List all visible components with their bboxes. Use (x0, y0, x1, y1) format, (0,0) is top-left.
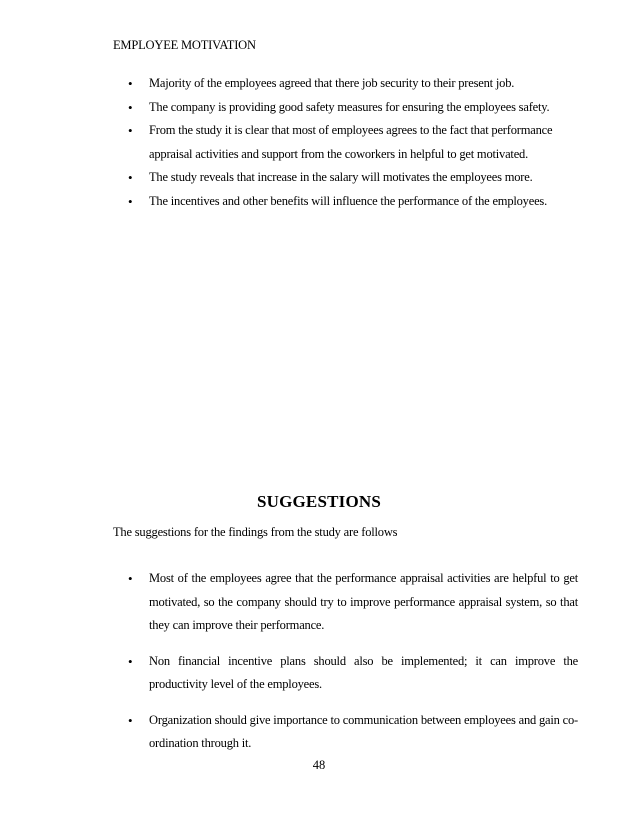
finding-text: The study reveals that increase in the salary will motivates the employees more. (149, 170, 533, 184)
suggestion-text: Most of the employees agree that the performance appraisal activities are helpful to get motivated, so the company should try to improve performance appraisal system, so that they can improve their performance. (149, 571, 578, 632)
finding-text: From the study it is clear that most of employees agrees to the fact that performance appraisal activities and support from the coworkers in helpful to get motivated. (149, 123, 553, 161)
bullet-icon: • (128, 653, 133, 669)
finding-item (0, 72, 638, 96)
suggestion-item (0, 709, 638, 756)
suggestion-item (0, 650, 638, 697)
finding-item (0, 190, 638, 214)
findings-list (0, 72, 638, 213)
finding-text: Majority of the employees agreed that there job security to their present job. (149, 76, 515, 90)
running-header: EMPLOYEE MOTIVATION (113, 38, 256, 52)
section-title: SUGGESTIONS (256, 492, 382, 511)
finding-item (0, 166, 638, 190)
bullet-icon: • (128, 170, 133, 185)
suggestion-text: Non financial incentive plans should also be implemented; it can improve the productivity level of the employees. (149, 653, 578, 691)
suggestions-list (0, 567, 638, 768)
finding-item (0, 96, 638, 120)
section-intro: The suggestions for the findings from the study are follows (113, 525, 398, 539)
page-number: 48 (312, 758, 326, 772)
suggestion-item (0, 567, 638, 638)
finding-text: The incentives and other benefits will influence the performance of the employees. (149, 193, 548, 208)
finding-item (0, 119, 638, 166)
bullet-icon: • (128, 712, 133, 728)
bullet-icon: • (128, 76, 133, 91)
finding-text: The company is providing good safety measures for ensuring the employees safety. (149, 99, 550, 114)
bullet-icon: • (128, 193, 133, 209)
bullet-icon: • (128, 123, 133, 138)
bullet-icon: • (128, 99, 133, 115)
bullet-icon: • (128, 571, 133, 586)
suggestion-text: Organization should give importance to communication between employees and gain co-ordination through it. (149, 712, 578, 750)
